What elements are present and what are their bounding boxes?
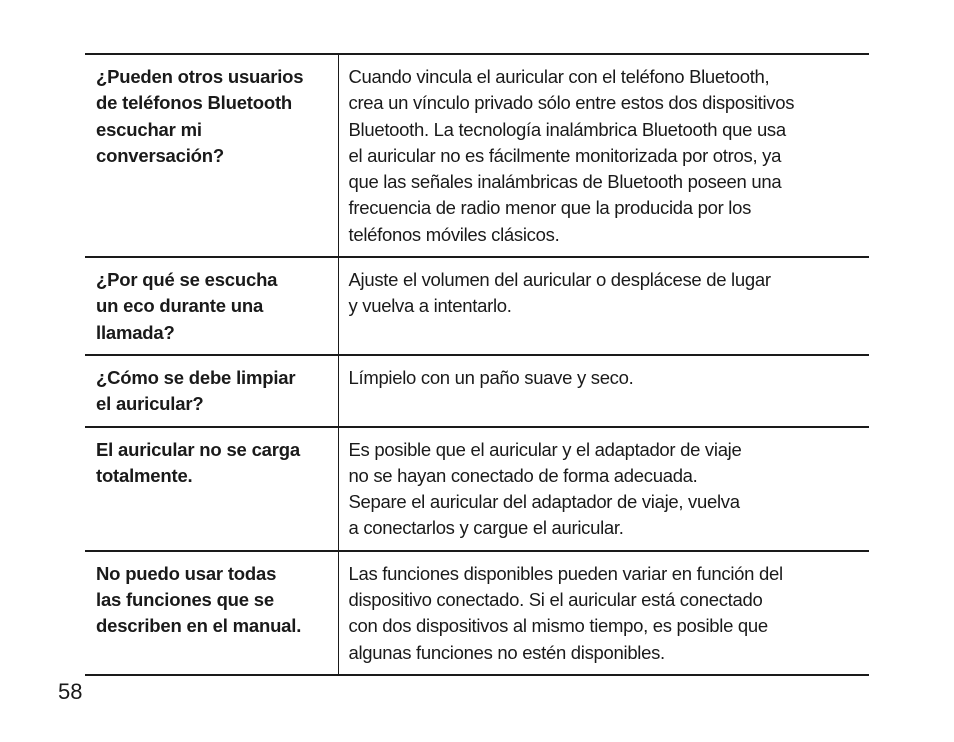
answer-line: que las señales inalámbricas de Bluetooth poseen una <box>348 171 782 193</box>
answer-line: Separe el auricular del adaptador de viaje, vuelva <box>348 491 740 513</box>
faq-question <box>85 257 338 355</box>
answer-line: frecuencia de radio menor que la producida por los <box>348 197 752 219</box>
faq-question <box>85 551 338 675</box>
faq-row <box>85 355 869 427</box>
question-line: El auricular no se carga <box>96 438 300 460</box>
answer-line: Bluetooth. La tecnología inalámbrica Bluetooth que usa <box>348 118 786 140</box>
answer-line: Las funciones disponibles pueden variar en función del <box>348 562 783 584</box>
faq-answer <box>338 54 869 257</box>
page-number: 58 <box>58 679 83 704</box>
answer-line: no se hayan conectado de forma adecuada. <box>348 464 698 486</box>
faq-question <box>85 355 338 427</box>
question-line: ¿Pueden otros usuarios <box>96 66 304 87</box>
question-line: totalmente. <box>96 464 193 486</box>
faq-table <box>85 53 869 676</box>
question-line: escuchar mi <box>96 118 202 140</box>
faq-answer <box>338 257 869 355</box>
faq-row <box>85 427 869 551</box>
faq-row <box>85 54 869 257</box>
answer-line: crea un vínculo privado sólo entre estos dos dispositivos <box>348 92 795 114</box>
faq-question <box>85 54 338 257</box>
answer-line: Es posible que el auricular y el adaptador de viaje <box>348 438 742 460</box>
question-line: describen en el manual. <box>96 615 302 637</box>
faq-row <box>85 257 869 355</box>
answer-line: Ajuste el volumen del auricular o desplácese de lugar <box>348 269 771 291</box>
answer-line: a conectarlos y cargue el auricular. <box>348 517 624 539</box>
faq-row <box>85 551 869 675</box>
question-line: conversación? <box>96 144 224 166</box>
question-line: No puedo usar todas <box>96 562 277 584</box>
answer-line: Cuando vincula el auricular con el teléfono Bluetooth, <box>348 66 770 87</box>
answer-line: dispositivo conectado. Si el auricular está conectado <box>348 589 763 611</box>
faq-question <box>85 427 338 551</box>
question-line: ¿Por qué se escucha <box>96 269 278 291</box>
answer-line: y vuelva a intentarlo. <box>348 295 512 317</box>
question-line: el auricular? <box>96 393 204 415</box>
faq-answer <box>338 427 869 551</box>
question-line: las funciones que se <box>96 589 274 611</box>
answer-line: Límpielo con un paño suave y seco. <box>348 366 634 388</box>
question-line: ¿Cómo se debe limpiar <box>96 366 296 388</box>
faq-answer <box>338 355 869 427</box>
faq-answer <box>338 551 869 675</box>
answer-line: el auricular no es fácilmente monitorizada por otros, ya <box>348 144 782 166</box>
answer-line: teléfonos móviles clásicos. <box>348 223 560 245</box>
answer-line: algunas funciones no estén disponibles. <box>348 641 665 663</box>
question-line: llamada? <box>96 321 175 343</box>
question-line: un eco durante una <box>96 295 264 317</box>
answer-line: con dos dispositivos al mismo tiempo, es posible que <box>348 615 768 637</box>
question-line: de teléfonos Bluetooth <box>96 92 293 114</box>
